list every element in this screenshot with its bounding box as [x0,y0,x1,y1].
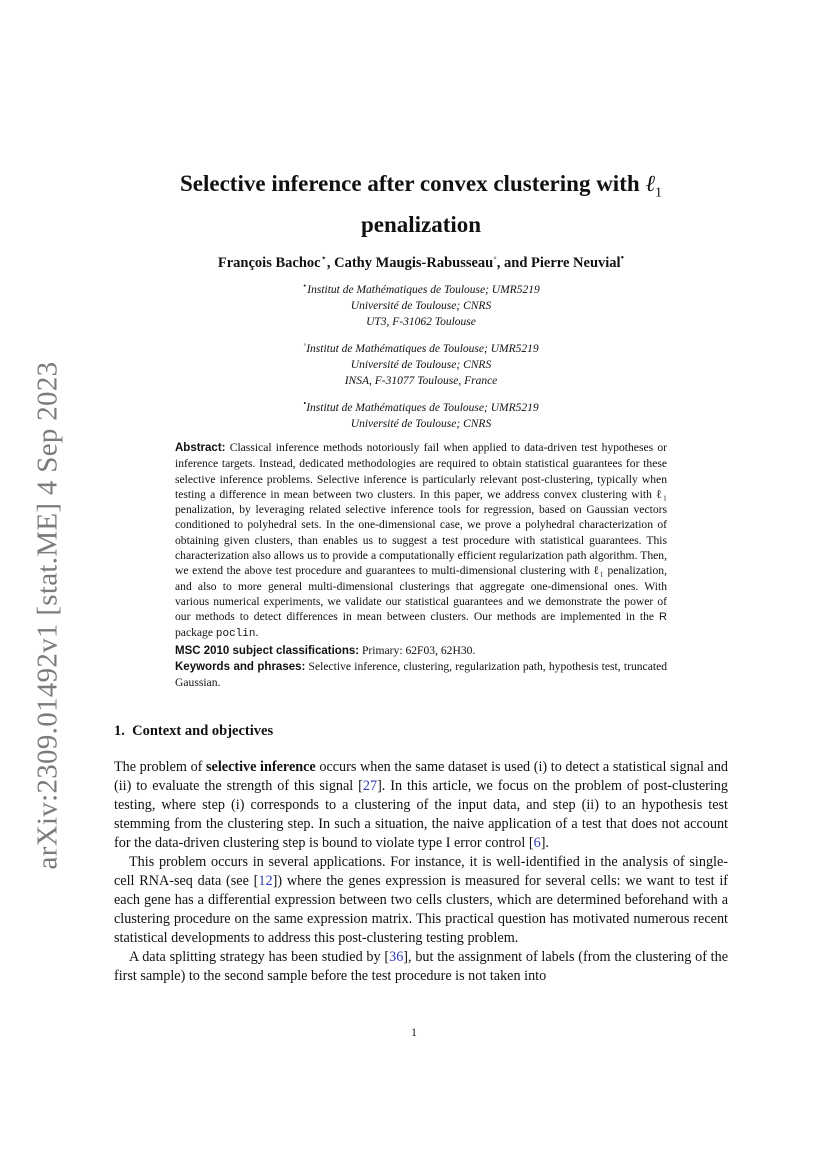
body-span: This problem occurs in several applications. For instance, it is well-identified in the analysis of single-cell RNA-seq data (see [ [114,853,728,889]
affiliation-mark: ◦ [303,340,307,350]
msc-text: Primary: 62F03, 62H30. [359,643,476,657]
citation-link[interactable]: 36 [389,948,404,965]
keywords [175,659,667,691]
author-name: François Bachoc [217,254,321,271]
citation-link[interactable]: 6 [533,834,541,851]
body-span: ]. [540,834,549,851]
author-mark: • [620,252,625,264]
abstract-body: . [255,626,259,640]
body-span: The problem of [114,758,207,775]
msc-classification [175,643,667,659]
body-span: ], but the assignment of labels (from the clustering of the first sample) to the second sample before the test procedure is not taken into [114,948,729,984]
abstract-body: package [175,626,216,640]
author-mark: ⋆ [320,252,327,264]
citation-link[interactable]: 12 [258,872,273,889]
package-name: poclin [215,628,256,641]
abstract-label: Abstract: [175,441,226,454]
emphasis-term: selective inference [206,758,316,775]
body-span: ]. In this article, we focus on the problem of post-clustering testing, where step (i) corresponds to a clustering of the input data, and step (ii) to an hypothesis test stemming from the clustering step. In such a situation, the naive application of a test that does not account for the data-driven clustering step is bound to violate type I error control [ [114,777,728,851]
affiliation-mark: • [303,399,307,409]
author-name: Cathy Maugis-Rabusseau [334,254,494,271]
title-line-1: Selective inference after convex clustering with [180,171,640,196]
paper-title [114,168,728,240]
msc-label: MSC 2010 subject classifications: [175,644,360,657]
arxiv-sidebar [28,361,68,869]
section-title: Context and objectives [132,722,274,739]
affiliation-line: Institut de Mathématiques de Toulouse; UMR5219 [306,401,539,414]
affiliation-line: Institut de Mathématiques de Toulouse; UMR5219 [306,343,539,356]
abstract-text [175,440,667,643]
author-list [114,253,728,272]
section-heading [114,723,728,740]
paper-page [114,168,728,986]
title-line-2: penalization [360,211,482,237]
author-name: Pierre Neuvial [531,254,621,271]
r-language: R [659,611,667,624]
arxiv-identifier: arXiv:2309.01492v1 [stat.ME] 4 Sep 2023 [31,361,64,869]
affiliation-mark: ⋆ [302,281,308,291]
paragraph-2 [114,853,728,948]
affiliation-2 [114,337,728,389]
keywords-label: Keywords and phrases: [175,661,306,674]
page-number: 1 [411,1027,417,1039]
paragraph-1 [114,758,728,853]
title-ell-subscript: 1 [655,185,662,201]
affiliation-line: Université de Toulouse; CNRS [350,417,492,430]
author-separator: , and [496,254,532,271]
citation-link[interactable]: 27 [362,777,378,794]
affiliation-3 [114,396,728,432]
body-text [114,758,728,986]
affiliation-line: Institut de Mathématiques de Toulouse; UMR5219 [307,284,540,297]
affiliation-line: INSA, F-31077 Toulouse, France [344,375,498,388]
affiliation-line: UT3, F-31062 Toulouse [366,316,476,329]
body-span: A data splitting strategy has been studied by [ [129,948,390,965]
section-number: 1. [114,722,125,739]
affiliation-1 [114,278,728,330]
paragraph-3 [114,948,728,986]
affiliation-line: Université de Toulouse; CNRS [350,300,492,313]
body-span: occurs when the same dataset is used (i) to detect a statistical signal and (ii) to evaluate the strength of this signal [ [114,758,729,794]
affiliation-line: Université de Toulouse; CNRS [350,359,492,372]
author-separator: , [326,254,335,271]
title-ell-symbol: ℓ [645,171,655,196]
body-span: ]) where the genes expression is measured for several cells: we want to test if each gene has a differential expression between two cells clusters, which are determined beforehand with a clustering procedure on the same expression matrix. This practical question has motivated numerous recent statistical developments to address this post-clustering testing problem. [114,872,728,946]
abstract-body: Classical inference methods notoriously fail when applied to data-driven test hypotheses or inference targets. Instead, dedicated methodologies are required to obtain statistical guarantees for these selective inference problems. Selective inference is particularly relevant post-clustering, typically when testing a difference in mean between two clusters. In this paper, we address convex clustering with ℓ₁ penalization, by leveraging related selective inference tools for regression, based on Gaussian vectors conditioned to polyhedral sets. In the one-dimensional case, we prove a polyhedral characterization of obtaining given clusters, than enables us to suggest a test procedure with statistical guarantees. This characterization also allows us to provide a computationally efficient regularization path algorithm. Then, we extend the above test procedure and guarantees to multi-dimensional clustering with ℓ₁ penalization, and also to more general multi-dimensional clusterings that aggregate one-dimensional ones. With various numerical experiments, we validate our statistical guarantees and we demonstrate the power of our methods to detect differences in mean between clusters. Our methods are implemented in the [175,440,667,624]
keywords-text: Selective inference, clustering, regularization path, hypothesis test, truncated Gaussian. [175,660,668,690]
abstract [175,440,667,691]
author-mark: ◦ [493,252,497,264]
